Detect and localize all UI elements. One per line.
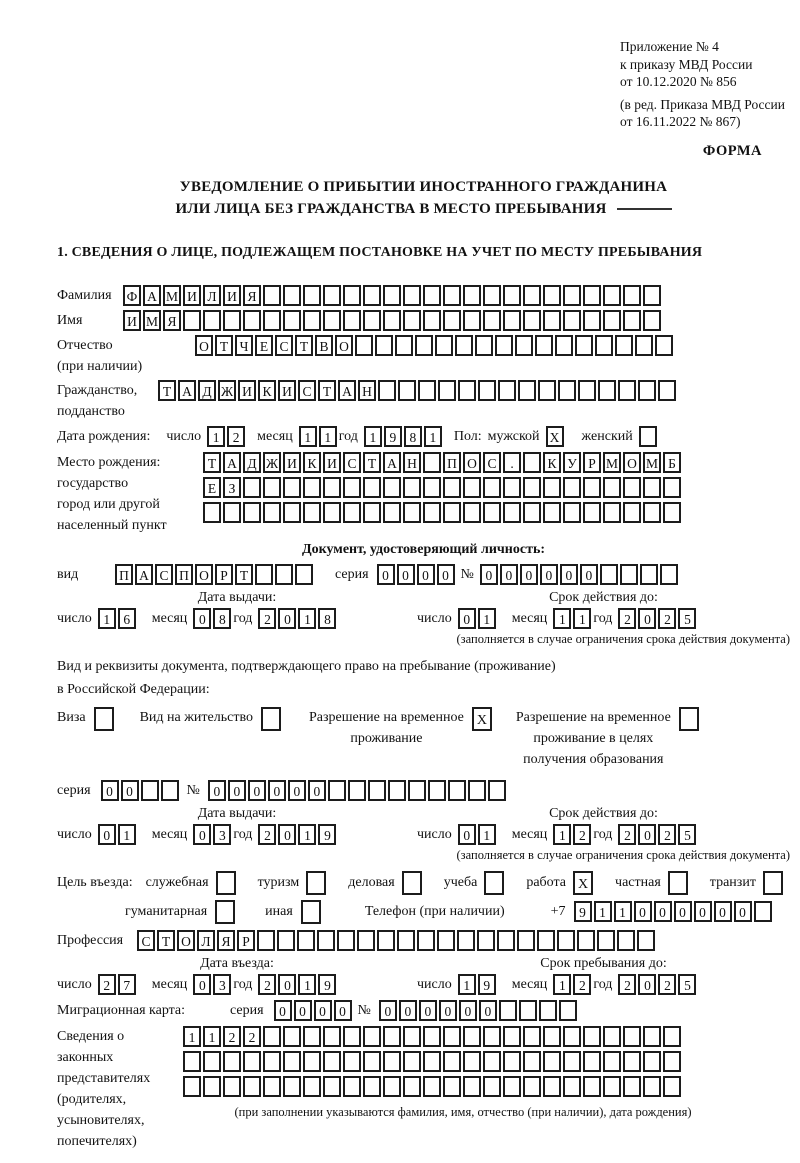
- citizenship-label: [57, 380, 158, 422]
- doc-valid-month-input[interactable]: 1 1: [553, 608, 593, 629]
- entry-date-label: Дата въезда:: [200, 955, 274, 971]
- stay-day-input[interactable]: 1 9: [458, 974, 498, 995]
- doc-kind-label: вид: [57, 566, 79, 582]
- birthplace-block: [57, 452, 790, 536]
- day-label: число: [166, 428, 202, 444]
- temp-permit-checkbox[interactable]: X: [472, 707, 494, 731]
- day-label: число: [417, 610, 452, 626]
- permit-series-row: [57, 780, 790, 802]
- permit-issue-day-input[interactable]: 0 1: [98, 824, 138, 845]
- stay-year-input[interactable]: 2 0 2 5: [618, 974, 698, 995]
- entry-dates-row: [57, 974, 790, 996]
- identity-doc-heading: Документ, удостоверяющий личность:: [301, 541, 546, 557]
- surname-input[interactable]: Ф А М И Л И Я: [123, 285, 663, 306]
- mig-series-label: серия: [230, 1002, 264, 1018]
- mig-number-label: №: [357, 1002, 371, 1018]
- doc-number-label: №: [460, 566, 474, 582]
- header-reference: [620, 38, 790, 131]
- doc-validity-note: (заполняется в случае ограничения срока действия документа): [456, 631, 790, 646]
- purpose-work-option: [526, 871, 595, 895]
- visa-option: [57, 707, 116, 770]
- representatives-block: [57, 1026, 790, 1152]
- month-label: месяц: [151, 976, 188, 992]
- birthplace-label: [57, 452, 203, 536]
- representatives-label-line: попечителях): [57, 1133, 137, 1149]
- residence-permit-option: [140, 707, 283, 770]
- sex-female-checkbox[interactable]: [639, 426, 659, 447]
- representatives-label-line: Сведения о: [57, 1028, 125, 1044]
- doc-kind-row: [57, 564, 790, 586]
- name-label: Имя: [57, 312, 83, 328]
- edu-permit-label: [516, 707, 671, 770]
- permit-number-input[interactable]: 0 0 0 0 0 0: [208, 780, 508, 801]
- private-checkbox[interactable]: [668, 871, 690, 895]
- permit-number-label: №: [186, 782, 200, 798]
- patronymic-label-note: (при наличии): [57, 358, 143, 374]
- stay-month-input[interactable]: 1 2: [553, 974, 593, 995]
- profession-row: [57, 930, 790, 952]
- birthplace-row2-input[interactable]: Е З: [203, 477, 683, 498]
- representatives-label: [57, 1026, 183, 1152]
- official-checkbox[interactable]: [216, 871, 238, 895]
- representatives-label-line: (родителях,: [57, 1091, 127, 1107]
- official-label: служебная: [145, 874, 209, 890]
- form-title-line2-text: ИЛИ ЛИЦА БЕЗ ГРАЖДАНСТВА В МЕСТО ПРЕБЫВАНИЯ: [175, 200, 607, 217]
- doc-series-input[interactable]: 0 0 0 0: [377, 564, 457, 585]
- transit-label: транзит: [709, 874, 756, 890]
- female-label: женский: [581, 428, 633, 444]
- permit-dates-row: [57, 824, 790, 846]
- header-note-line: (в ред. Приказа МВД России: [620, 96, 785, 112]
- day-label: число: [57, 610, 92, 626]
- citizenship-label-line2: подданство: [57, 403, 125, 419]
- mig-number-input[interactable]: 0 0 0 0 0 0: [379, 1000, 579, 1021]
- doc-valid-until-label: Срок действия до:: [549, 589, 658, 605]
- purpose-transit-option: [710, 871, 785, 895]
- year-label: год: [593, 610, 613, 626]
- birthplace-label-line4: населенный пункт: [57, 517, 167, 533]
- permit-dates-header: [57, 806, 790, 822]
- year-label: год: [593, 976, 613, 992]
- tourism-checkbox[interactable]: [306, 871, 328, 895]
- temp-permit-label: [309, 707, 464, 749]
- entry-date-group: [57, 974, 417, 996]
- birth-year-input[interactable]: 1 9 8 1: [364, 426, 444, 447]
- phone-input[interactable]: 9 1 1 0 0 0 0 0 0: [574, 901, 774, 922]
- entry-month-input[interactable]: 0 3: [193, 974, 233, 995]
- title-blank-underline: [617, 208, 672, 210]
- purpose-official-option: [57, 871, 238, 895]
- residence-permit-label: Вид на жительство: [139, 709, 253, 725]
- residence-doc-line2: в Российской Федерации:: [57, 681, 210, 697]
- visit-purpose-label: Цель въезда:: [57, 874, 133, 890]
- edu-permit-option: [516, 707, 701, 770]
- edu-permit-label-line1: Разрешение на временное: [515, 709, 671, 725]
- permit-type-row: [57, 707, 790, 770]
- representatives-label-line: законных: [57, 1049, 114, 1065]
- visa-checkbox[interactable]: [94, 707, 116, 731]
- phone-prefix: +7: [550, 903, 566, 919]
- tourism-label: туризм: [257, 874, 300, 890]
- section1-heading: 1. СВЕДЕНИЯ О ЛИЦЕ, ПОДЛЕЖАЩЕМ ПОСТАНОВКЕ НА УЧЕТ ПО МЕСТУ ПРЕБЫВАНИЯ: [57, 244, 703, 260]
- stay-until-group: [417, 974, 698, 996]
- birthplace-inputs: [203, 452, 683, 527]
- citizenship-row: [57, 380, 790, 422]
- doc-issue-year-input[interactable]: 2 0 1 8: [258, 608, 338, 629]
- surname-label: Фамилия: [57, 287, 112, 303]
- permit-valid-date-group: [417, 824, 698, 846]
- birthplace-label-line3: город или другой: [57, 496, 160, 512]
- residence-doc-paragraph: [57, 655, 790, 701]
- forma-label: ФОРМА: [702, 142, 762, 159]
- year-label: год: [593, 826, 613, 842]
- representatives-row2-input[interactable]: [183, 1051, 743, 1072]
- birthplace-label-line2: государство: [57, 475, 129, 491]
- study-checkbox[interactable]: [484, 871, 506, 895]
- business-label: деловая: [348, 874, 395, 890]
- profession-input[interactable]: С Т О Л Я Р: [137, 930, 657, 951]
- citizenship-label-line1: Гражданство,: [57, 382, 138, 398]
- humanitarian-checkbox[interactable]: [215, 900, 237, 924]
- form-title-line2: [57, 198, 790, 220]
- month-label: месяц: [257, 428, 293, 444]
- humanitarian-phone-row: [125, 900, 790, 924]
- study-label: учеба: [443, 874, 478, 890]
- doc-kind-input[interactable]: П А С П О Р Т: [115, 564, 315, 585]
- year-label: год: [233, 826, 253, 842]
- birthdate-label: Дата рождения:: [57, 428, 151, 444]
- header-revision-note: [620, 96, 790, 131]
- business-checkbox[interactable]: [402, 871, 424, 895]
- day-label: число: [57, 976, 92, 992]
- purpose-tourism-option: [258, 871, 329, 895]
- permit-issue-year-input[interactable]: 2 0 1 9: [258, 824, 338, 845]
- patronymic-row: [57, 335, 790, 377]
- birthplace-row3-input[interactable]: [203, 502, 683, 523]
- doc-dates-row: [57, 608, 790, 630]
- name-input[interactable]: И М Я: [123, 310, 663, 331]
- patronymic-label: [57, 335, 195, 377]
- purpose-study-option: [444, 871, 507, 895]
- doc-series-label: серия: [335, 566, 369, 582]
- permit-issue-month-input[interactable]: 0 3: [193, 824, 233, 845]
- permit-valid-day-input[interactable]: 0 1: [458, 824, 498, 845]
- form-body: [57, 285, 790, 1152]
- birthplace-label-line1: Место рождения:: [57, 454, 161, 470]
- temp-permit-option: [309, 707, 494, 770]
- permit-issue-date-group: [57, 824, 417, 846]
- transit-checkbox[interactable]: [763, 871, 785, 895]
- purpose-private-option: [615, 871, 690, 895]
- edu-permit-checkbox[interactable]: [679, 707, 701, 731]
- header-line: к приказу МВД России: [620, 56, 753, 72]
- representatives-row1-input[interactable]: 1 1 2 2: [183, 1026, 743, 1047]
- permit-series-label: серия: [57, 782, 91, 798]
- permit-validity-note: (заполняется в случае ограничения срока действия документа): [456, 847, 790, 862]
- doc-dates-header: [57, 590, 790, 606]
- residence-permit-checkbox[interactable]: [261, 707, 283, 731]
- permit-valid-until-label: Срок действия до:: [549, 805, 658, 821]
- visit-purpose-row: [57, 871, 785, 895]
- month-label: месяц: [511, 976, 548, 992]
- doc-number-input[interactable]: 0 0 0 0 0 0: [480, 564, 680, 585]
- migration-card-label: Миграционная карта:: [57, 1002, 186, 1018]
- patronymic-label-main: Отчество: [57, 337, 113, 353]
- citizenship-input[interactable]: Т А Д Ж И К И С Т А Н: [158, 380, 678, 401]
- visa-label: Виза: [57, 709, 86, 725]
- entry-year-input[interactable]: 2 0 1 9: [258, 974, 338, 995]
- day-label: число: [57, 826, 92, 842]
- doc-issue-date-label: Дата выдачи:: [197, 589, 277, 605]
- form-title-line1: УВЕДОМЛЕНИЕ О ПРИБЫТИИ ИНОСТРАННОГО ГРАЖДАНИНА: [179, 178, 668, 195]
- header-note-line: от 16.11.2022 № 867): [620, 114, 741, 129]
- stay-until-label: Срок пребывания до:: [540, 955, 667, 971]
- mig-series-input[interactable]: 0 0 0 0: [274, 1000, 354, 1021]
- day-label: число: [417, 826, 452, 842]
- representatives-row3-input[interactable]: [183, 1076, 743, 1097]
- work-label: работа: [526, 874, 566, 890]
- entry-dates-header: [57, 956, 790, 972]
- month-label: месяц: [511, 610, 548, 626]
- sex-label: Пол:: [453, 428, 482, 444]
- name-row: [57, 310, 790, 332]
- year-label: год: [233, 610, 253, 626]
- birthdate-row: [57, 426, 790, 448]
- entry-day-input[interactable]: 2 7: [98, 974, 138, 995]
- header-line: от 10.12.2020 № 856: [620, 74, 737, 89]
- month-label: месяц: [151, 610, 188, 626]
- other-label: иная: [265, 903, 293, 919]
- profession-label: Профессия: [57, 932, 124, 948]
- migration-card-row: [57, 1000, 790, 1022]
- month-label: месяц: [511, 826, 548, 842]
- other-checkbox[interactable]: [301, 900, 323, 924]
- month-label: месяц: [151, 826, 188, 842]
- permit-valid-year-input[interactable]: 2 0 2 5: [618, 824, 698, 845]
- doc-issue-date-group: [57, 608, 417, 630]
- birth-day-input[interactable]: 1 2: [207, 426, 247, 447]
- birth-month-input[interactable]: 1 1: [299, 426, 339, 447]
- permit-valid-month-input[interactable]: 1 2: [553, 824, 593, 845]
- representatives-label-line: усыновителях,: [57, 1112, 145, 1128]
- representatives-inputs: [183, 1026, 743, 1120]
- private-label: частная: [615, 874, 661, 890]
- year-label: год: [233, 976, 253, 992]
- doc-valid-date-group: [417, 608, 698, 630]
- purpose-business-option: [348, 871, 423, 895]
- residence-doc-line1: Вид и реквизиты документа, подтверждающего право на пребывание (проживание): [57, 658, 556, 674]
- surname-row: [57, 285, 790, 307]
- representatives-label-line: представителях: [57, 1070, 151, 1086]
- doc-issue-day-input[interactable]: 1 6: [98, 608, 138, 629]
- doc-valid-year-input[interactable]: 2 0 2 5: [618, 608, 698, 629]
- year-label: год: [338, 428, 358, 444]
- edu-permit-label-line2: проживание в целях: [533, 730, 654, 746]
- temp-permit-label-line2: проживание: [350, 730, 423, 746]
- header-line: Приложение № 4: [620, 39, 719, 54]
- male-label: мужской: [487, 428, 540, 444]
- form-title: [57, 176, 790, 220]
- work-checkbox[interactable]: X: [573, 871, 595, 895]
- temp-permit-label-line1: Разрешение на временное: [308, 709, 464, 725]
- patronymic-input[interactable]: О Т Ч Е С Т В О: [195, 335, 675, 356]
- representatives-note: (при заполнении указываются фамилия, имя, отчество (при наличии), дата рождения): [234, 1104, 692, 1119]
- edu-permit-label-line3: получения образования: [523, 751, 664, 767]
- humanitarian-label: гуманитарная: [125, 903, 208, 919]
- doc-valid-day-input[interactable]: 0 1: [458, 608, 498, 629]
- doc-issue-month-input[interactable]: 0 8: [193, 608, 233, 629]
- birthplace-row1-input[interactable]: Т А Д Ж И К И С Т А Н П О С . К У Р М О М Б: [203, 452, 683, 473]
- phone-label: Телефон (при наличии): [364, 903, 505, 919]
- day-label: число: [417, 976, 452, 992]
- sex-male-checkbox[interactable]: X: [546, 426, 566, 447]
- permit-issue-date-label: Дата выдачи:: [197, 805, 277, 821]
- permit-series-input[interactable]: 0 0: [101, 780, 181, 801]
